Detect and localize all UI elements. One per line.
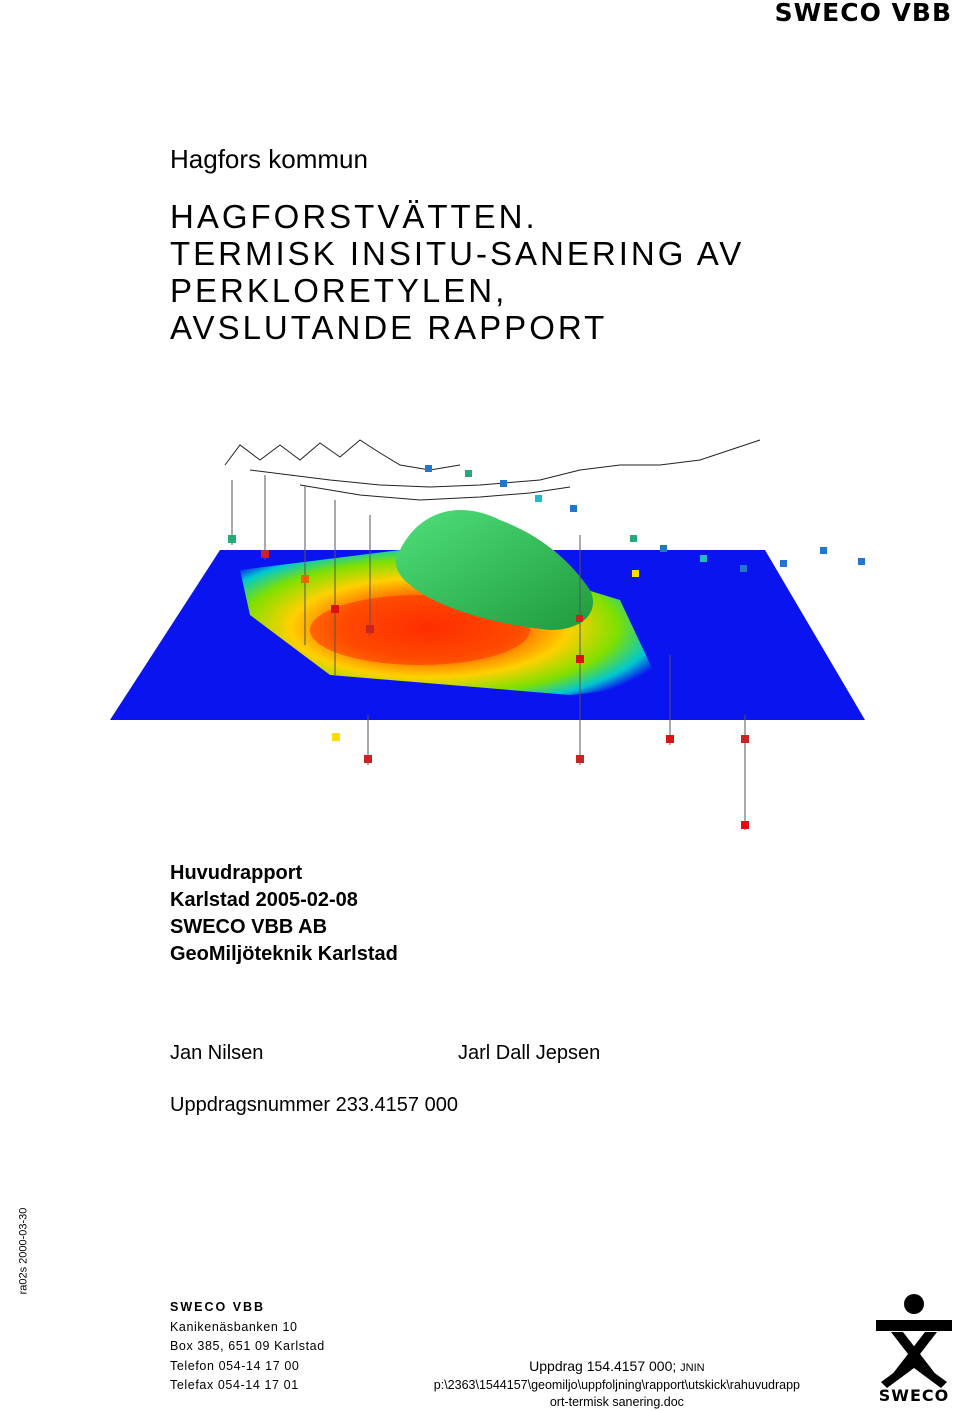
author-name: Jarl Dall Jepsen: [458, 1042, 601, 1064]
report-type: Huvudrapport: [170, 862, 303, 884]
footer-file-path: p:\2363\1544157\geomiljo\uppfoljning\rapport\utskick\rahuvudrapp: [433, 1378, 800, 1392]
footer-fax: Telefax 054-14 17 01: [170, 1378, 299, 1392]
footer-street: Kanikenäsbanken 10: [170, 1319, 298, 1334]
department: GeoMiljöteknik Karlstad: [170, 943, 398, 965]
title-line: TERMISK INSITU-SANERING AV: [170, 235, 745, 272]
footer-assignment: Uppdrag 154.4157 000;: [529, 1358, 677, 1374]
sweco-logo: [873, 1294, 955, 1404]
footer-assignment-line: [434, 1358, 800, 1377]
footer-reference: [434, 1358, 800, 1411]
footer-address: [170, 1298, 325, 1396]
3d-contamination-model-figure: [100, 425, 870, 835]
municipality: Hagfors kommun: [170, 144, 368, 174]
footer-phone: Telefon 054-14 17 00: [170, 1358, 300, 1373]
author-name: Jan Nilsen: [170, 1042, 264, 1064]
surface-line: [225, 440, 460, 470]
header-brand: SWECO VBB: [774, 0, 952, 27]
footer-box: Box 385, 651 09 Karlstad: [170, 1339, 325, 1353]
title-line: PERKLORETYLEN,: [170, 272, 508, 309]
report-info: [170, 860, 398, 968]
footer-initials: JNIN: [680, 1362, 705, 1374]
document-template-code: ra02s 2000-03-30: [17, 1207, 30, 1295]
title-line: AVSLUTANDE RAPPORT: [170, 309, 608, 346]
footer-file-path: ort-termisk sanering.doc: [549, 1395, 684, 1409]
logo-text: SWECO: [878, 1386, 950, 1404]
report-title: [170, 198, 744, 346]
place-date: Karlstad 2005-02-08: [170, 889, 358, 911]
company-name: SWECO VBB AB: [170, 916, 328, 938]
title-line: HAGFORSTVÄTTEN.: [170, 198, 538, 235]
assignment-number: Uppdragsnummer 233.4157 000: [170, 1094, 458, 1116]
footer-company: SWECO VBB: [170, 1300, 266, 1314]
